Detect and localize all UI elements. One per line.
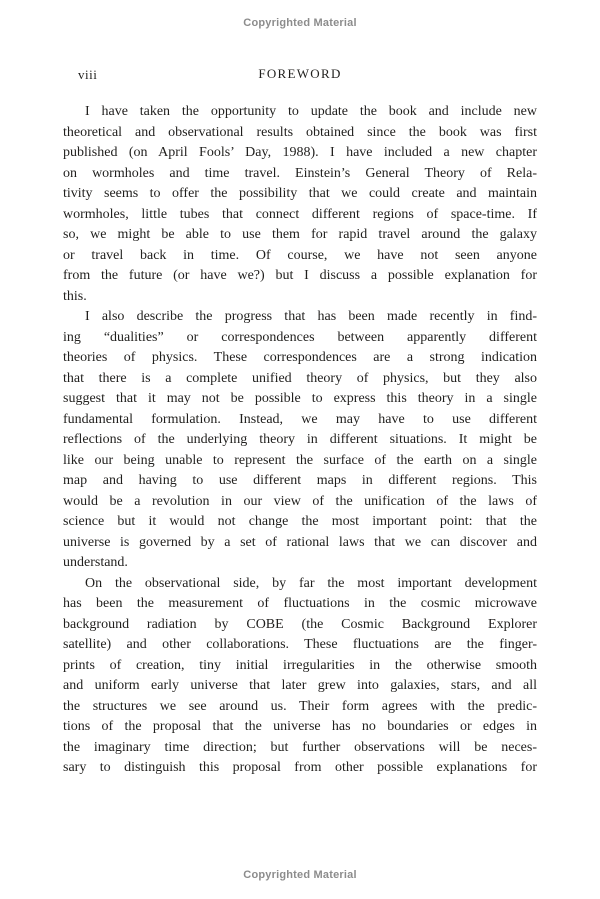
text-line: the structures we see around us. Their form agrees with the predic- (63, 698, 537, 714)
text-line: map and having to use different maps in different regions. This (63, 473, 537, 488)
text-line: prints of creation, tiny initial irregularities in the otherwise smooth (63, 657, 537, 673)
text-line: reflections of the underlying theory in different situations. It might be (63, 432, 537, 447)
page-number: viii (78, 67, 98, 82)
text-line: has been the measurement of fluctuations in the cosmic microwave (63, 596, 537, 611)
text-line: so, we might be able to use them for rapid travel around the galaxy (63, 227, 537, 242)
text-line: the imaginary time direction; but further observations will be neces- (63, 739, 537, 755)
text-line: this. (63, 288, 87, 304)
page-header (63, 66, 537, 84)
text-line: On the observational side, by far the most important development (85, 575, 537, 591)
text-line: suggest that it may not be possible to express this theory in a single (63, 391, 537, 406)
copyright-notice-bottom: Copyrighted Material (243, 869, 357, 881)
running-head: FOREWORD (258, 66, 342, 81)
page-body (63, 102, 537, 779)
text-line: fundamental formulation. Instead, we may have to use different (63, 411, 537, 427)
paragraph (63, 307, 537, 574)
text-line: tivity seems to offer the possibility that we could create and maintain (63, 186, 537, 201)
text-line: background radiation by COBE (the Cosmic Background Explorer (63, 616, 537, 632)
text-line: tions of the proposal that the universe has no boundaries or edges in (63, 719, 537, 734)
text-line: theoretical and observational results obtained since the book was first (63, 124, 537, 140)
text-line: sary to distinguish this proposal from other possible explanations for (63, 760, 537, 775)
text-line: from the future (or have we?) but I discuss a possible explanation for (63, 268, 537, 283)
text-line: theories of physics. These correspondences are a strong indication (63, 350, 537, 365)
text-line: published (on April Fools’ Day, 1988). I have included a new chapter (63, 145, 537, 160)
text-line: that there is a complete unified theory of physics, but they also (63, 370, 537, 386)
text-line: ing “dualities” or correspondences between apparently different (63, 329, 537, 345)
text-line: or travel back in time. Of course, we have not seen anyone (63, 247, 537, 263)
text-line: universe is governed by a set of rational laws that we can discover and (63, 534, 537, 550)
text-line: science but it would not change the most important point: that the (63, 514, 537, 529)
text-line: satellite) and other collaborations. These fluctuations are the finger- (63, 637, 537, 652)
text-line: on wormholes and time travel. Einstein’s General Theory of Rela- (63, 165, 537, 181)
text-line: understand. (63, 555, 128, 570)
text-line: I also describe the progress that has been made recently in find- (85, 309, 537, 324)
text-line: I have taken the opportunity to update the book and include new (85, 104, 537, 119)
paragraph (63, 574, 537, 779)
text-line: wormholes, little tubes that connect different regions of space-time. If (63, 206, 537, 222)
paragraph (63, 102, 537, 307)
copyright-notice-top: Copyrighted Material (243, 17, 357, 29)
text-line: like our being unable to represent the surface of the earth on a single (63, 452, 537, 468)
text-line: and uniform early universe that later grew into galaxies, stars, and all (63, 678, 537, 693)
text-line: would be a revolution in our view of the unification of the laws of (63, 493, 537, 509)
